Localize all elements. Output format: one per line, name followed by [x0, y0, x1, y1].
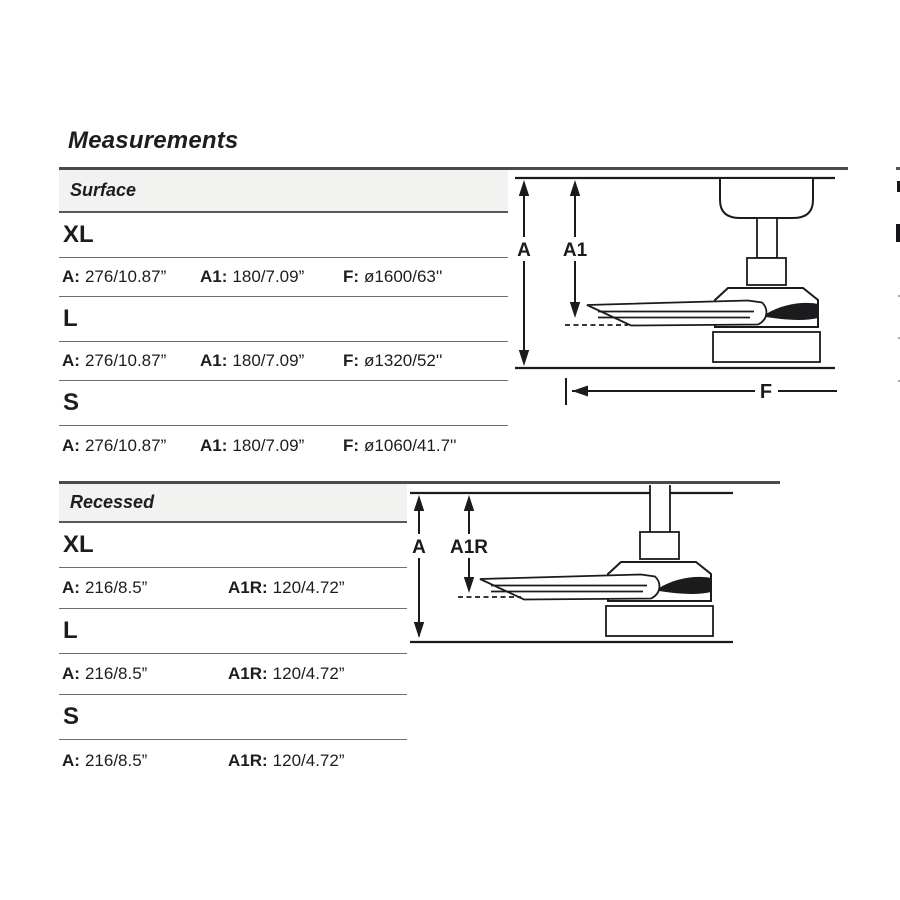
dimension-arrow-a	[410, 495, 428, 638]
fan-canopy	[720, 178, 813, 218]
spec-a-value: 216/8.5”	[84, 750, 148, 770]
spec-a1-label: A1:	[200, 351, 228, 370]
spec-f-value: ø1060/41.7''	[364, 435, 457, 455]
spec-f-label: F:	[343, 267, 360, 286]
dimension-arrow-a	[515, 180, 533, 366]
recessed-size-row-xl	[59, 523, 407, 568]
spec-a	[62, 578, 147, 598]
dimension-arrow-a1	[560, 180, 590, 318]
spec-f-label: F:	[343, 435, 360, 455]
spec-a1-value: 180/7.09”	[232, 267, 305, 286]
surface-spec-row-s	[59, 426, 508, 465]
dimension-line-f	[566, 378, 837, 405]
size-label: L	[63, 305, 78, 332]
recessed-spec-row-l	[59, 654, 407, 695]
size-label: L	[63, 617, 78, 644]
surface-mount-diagram	[515, 165, 900, 410]
dimension-label-a: A	[517, 240, 531, 261]
spec-a1r	[228, 664, 345, 684]
recessed-spec-row-xl	[59, 568, 407, 609]
spec-f-label: F:	[343, 351, 360, 370]
spec-a1r	[228, 751, 345, 771]
spec-a1r	[228, 578, 345, 598]
spec-a1r-value: 120/4.72”	[272, 578, 345, 597]
spec-a-value: 276/10.87”	[84, 435, 167, 455]
spec-a	[62, 267, 166, 287]
surface-table-header	[59, 170, 508, 213]
fan-blades	[587, 301, 766, 326]
spec-a	[62, 751, 147, 771]
recessed-mount-diagram	[408, 485, 738, 650]
spec-a-label: A:	[62, 267, 80, 286]
spec-a	[62, 436, 166, 456]
recessed-spec-row-s	[59, 740, 407, 781]
dimension-label-a1: A1	[562, 240, 588, 261]
spec-f	[343, 267, 442, 287]
fan-body	[480, 532, 713, 636]
spec-f	[343, 351, 442, 371]
spec-a1r-label: A1R:	[228, 578, 268, 597]
surface-spec-row-xl	[59, 258, 508, 297]
size-label: S	[63, 703, 80, 730]
size-label: XL	[63, 221, 94, 248]
dimension-label-a1r: A1R	[449, 537, 489, 558]
fan-coupling	[747, 258, 786, 285]
spec-f-value: ø1320/52''	[364, 351, 443, 370]
spec-a1r-value: 120/4.72”	[272, 664, 345, 683]
recessed-table-header	[59, 484, 407, 523]
spec-a	[62, 664, 147, 684]
spec-a1	[200, 436, 304, 456]
dimension-label-f: F	[759, 381, 773, 403]
recessed-size-row-l	[59, 609, 407, 654]
dimension-label-a: A	[412, 537, 426, 558]
spec-a1r-label: A1R:	[228, 750, 268, 770]
size-label: S	[63, 389, 80, 416]
spec-a-label: A:	[62, 578, 80, 597]
spec-a-label: A:	[62, 664, 80, 683]
spec-a	[62, 351, 166, 371]
fan-downrod-fill	[650, 485, 670, 533]
spec-a-value: 276/10.87”	[84, 351, 167, 370]
recessed-size-row-s	[59, 695, 407, 740]
fan-light-box	[606, 606, 713, 636]
spec-a1r-label: A1R:	[228, 664, 268, 683]
cropped-right-edge-fragments	[896, 167, 900, 382]
recessed-table	[59, 484, 407, 781]
surface-header-label: Surface	[70, 180, 137, 200]
spec-a-label: A:	[62, 750, 80, 770]
surface-size-row-xl	[59, 213, 508, 258]
page-title: Measurements	[68, 127, 239, 154]
surface-spec-row-l	[59, 342, 508, 381]
spec-a-value: 216/8.5”	[84, 664, 148, 683]
spec-a-label: A:	[62, 435, 80, 455]
spec-a1-value: 180/7.09”	[232, 351, 305, 370]
spec-f	[343, 436, 457, 456]
fan-body	[587, 258, 820, 362]
spec-a-value: 216/8.5”	[84, 578, 148, 597]
spec-a-label: A:	[62, 351, 80, 370]
spec-a1-label: A1:	[200, 267, 228, 286]
spec-a1	[200, 267, 304, 287]
fan-downrod	[757, 218, 777, 258]
spec-f-value: ø1600/63''	[364, 267, 443, 286]
spec-a1	[200, 351, 304, 371]
recessed-header-label: Recessed	[70, 492, 155, 512]
surface-table	[59, 170, 508, 465]
spec-a-value: 276/10.87”	[84, 267, 167, 286]
fan-coupling	[640, 532, 679, 559]
spec-a1-label: A1:	[200, 435, 228, 455]
spec-a1-value: 180/7.09”	[232, 435, 305, 455]
size-label: XL	[63, 531, 94, 558]
surface-size-row-s	[59, 381, 508, 426]
fan-light-box	[713, 332, 820, 362]
fan-blades	[480, 575, 659, 600]
surface-size-row-l	[59, 297, 508, 342]
spec-a1r-value: 120/4.72”	[272, 750, 345, 770]
